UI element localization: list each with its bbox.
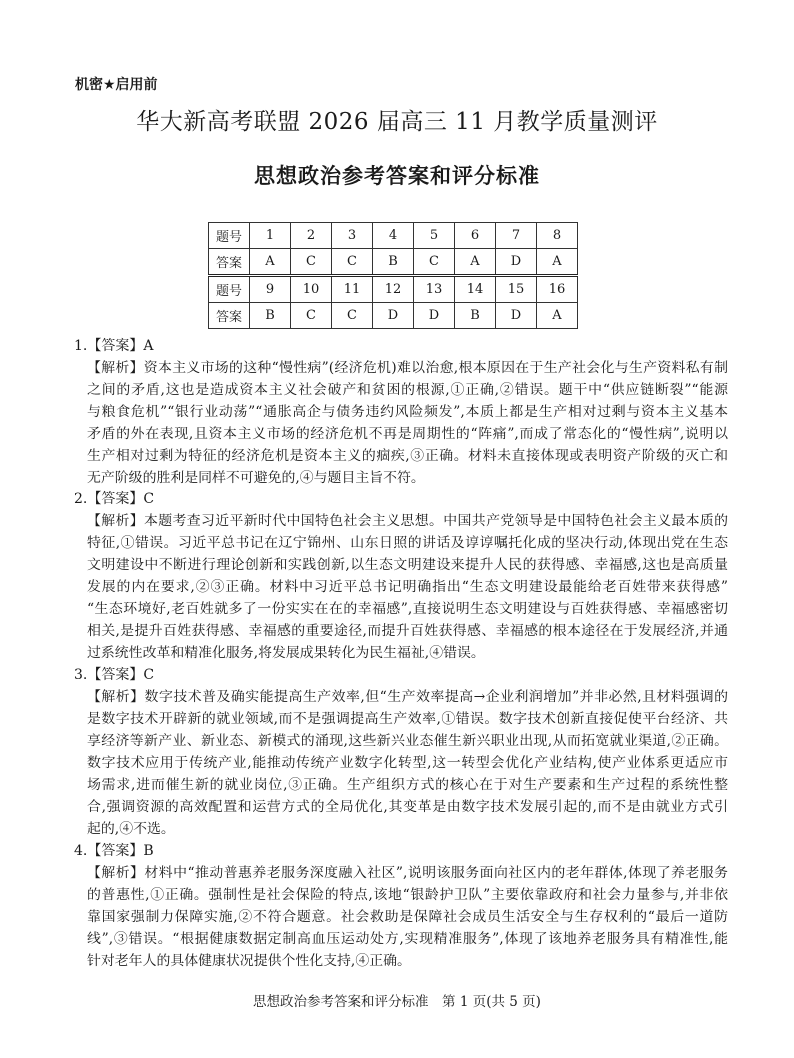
answer-table [208,222,578,329]
confidential-label: 机密★启用前 [75,77,158,93]
answer-heading: 3.【答案】C [74,667,155,683]
explanation-line: 生产相对过剩为特征的经济危机是资本主义的痼疾,③正确。材料未直接体现或表明资产阶级的灭亡和 [87,448,728,464]
explanation-line: 享经济等新产业、新业态、新模式的涌现,这些新兴业态催生新兴职业出现,从而拓宽就业渠道,②正确。 [87,733,728,749]
table-cell: 11 [332,276,373,303]
table-cell: 7 [496,223,537,249]
table-cell: C [332,303,373,329]
table-cell: C [332,249,373,276]
table-cell: 5 [414,223,455,249]
table-cell: C [291,249,332,276]
table-cell: 8 [537,223,578,249]
explanation-line: 矛盾的外在表现,且资本主义市场的经济危机不再是周期性的“阵痛”,而成了常态化的“慢性病”,说明以 [87,426,728,442]
table-cell: 13 [414,276,455,303]
table-cell: 10 [291,276,332,303]
explanation-line: 无产阶级的胜利是同样不可避免的,④与题目主旨不符。 [87,470,425,486]
row-header-cell: 答案 [209,303,250,329]
table-cell: B [250,303,291,329]
explanation-line: 之间的矛盾,这也是造成资本主义社会破产和贫困的根源,①正确,②错误。题干中“供应链断裂”“能源 [87,382,728,398]
explanation-line: 【解析】本题考查习近平新时代中国特色社会主义思想。中国共产党领导是中国特色社会主义最本质的 [87,513,728,529]
table-cell: 4 [373,223,414,249]
table-cell: C [291,303,332,329]
explanation-line: 【解析】资本主义市场的这种“慢性病”(经济危机)难以治愈,根本原因在于生产社会化与生产资料私有制 [87,360,728,376]
explanation-line: 数字技术应用于传统产业,能推动传统产业数字化转型,这一转型会优化产业结构,使产业体系更适应市 [87,755,728,771]
table-cell: D [496,249,537,276]
table-cell: 2 [291,223,332,249]
answer-row [209,303,578,329]
table-cell: 12 [373,276,414,303]
explanation-line: “生态环境好,老百姓就多了一份实实在在的幸福感”,直接说明生态文明建设与百姓获得感、幸福感密切 [87,601,728,617]
question-number-row [209,276,578,303]
table-cell: 6 [455,223,496,249]
table-cell: 15 [496,276,537,303]
table-cell: A [455,249,496,276]
explanation-line: 线”,③错误。“根据健康数据定制高血压运动处方,实现精准服务”,体现了该地养老服务具有精准性,能 [87,931,728,947]
table-cell: D [373,303,414,329]
table-cell: D [414,303,455,329]
question-number-row [209,223,578,249]
explanation-line: 过系统性改革和精准化服务,将发展成果转化为民生福祉,④错误。 [87,645,485,661]
explanation-line: 【解析】数字技术普及确实能提高生产效率,但“生产效率提高→企业利润增加”并非必然,且材料强调的 [87,689,728,705]
table-cell: A [537,303,578,329]
table-cell: 3 [332,223,373,249]
document-subtitle: 思想政治参考答案和评分标准 [254,164,540,188]
row-header-cell: 答案 [209,249,250,276]
table-cell: 1 [250,223,291,249]
row-header-cell: 题号 [209,223,250,249]
table-cell: D [496,303,537,329]
explanation-line: 相关,是提升百姓获得感、幸福感的重要途径,而提升百姓获得感、幸福感的根本途径在于发展经济,并通 [87,623,728,639]
table-cell: B [455,303,496,329]
explanation-line: 场需求,进而催生新的就业岗位,③正确。生产组织方式的核心在于对生产要素和生产过程的系统性整 [87,777,728,793]
row-header-cell: 题号 [209,276,250,303]
table-cell: 14 [455,276,496,303]
explanation-line: 合,强调资源的高效配置和运营方式的全局优化,其变革是由数字技术发展引起的,而不是由就业方式引 [87,799,728,815]
table-cell: A [250,249,291,276]
explanation-line: 针对老年人的具体健康状况提供个性化支持,④正确。 [87,953,411,969]
explanation-line: 起的,④不选。 [87,821,175,837]
answer-heading: 2.【答案】C [74,491,155,507]
table-cell: B [373,249,414,276]
explanation-line: 靠国家强制力保障实施,②不符合题意。社会救助是保障社会成员生活安全与生存权利的“最后一道防 [87,909,728,925]
explanation-line: 与粮食危机”“银行业动荡”“通胀高企与债务违约风险频发”,本质上都是生产相对过剩与资本主义基本 [87,404,728,420]
explanation-line: 文明建设中不断进行理论创新和实践创新,以生态文明建设来提升人民的获得感、幸福感,这也是高质量 [87,557,728,573]
explanation-line: 发展的内在要求,②③正确。材料中习近平总书记明确指出“生态文明建设最能给老百姓带来获得感” [87,579,728,595]
explanation-line: 是数字技术开辟新的就业领域,而不是强调提高生产效率,①错误。数字技术创新直接促使平台经济、共 [87,711,728,727]
explanation-line: 特征,①错误。习近平总书记在辽宁锦州、山东日照的讲话及谆谆嘱托化成的坚决行动,体现出党在生态 [87,535,728,551]
answer-heading: 1.【答案】A [74,338,154,354]
table-cell: 9 [250,276,291,303]
table-cell: A [537,249,578,276]
answer-heading: 4.【答案】B [74,843,154,859]
explanation-line: 的普惠性,①正确。强制性是社会保险的特点,该地“银龄护卫队”主要依靠政府和社会力量参与,并非依 [87,887,728,903]
page-footer: 思想政治参考答案和评分标准 第 1 页(共 5 页) [253,994,541,1010]
table-cell: C [414,249,455,276]
explanation-line: 【解析】材料中“推动普惠养老服务深度融入社区”,说明该服务面向社区内的老年群体,体现了养老服务 [87,865,728,881]
answer-row [209,249,578,276]
table-cell: 16 [537,276,578,303]
document-title: 华大新高考联盟 2026 届高三 11 月教学质量测评 [136,109,658,135]
